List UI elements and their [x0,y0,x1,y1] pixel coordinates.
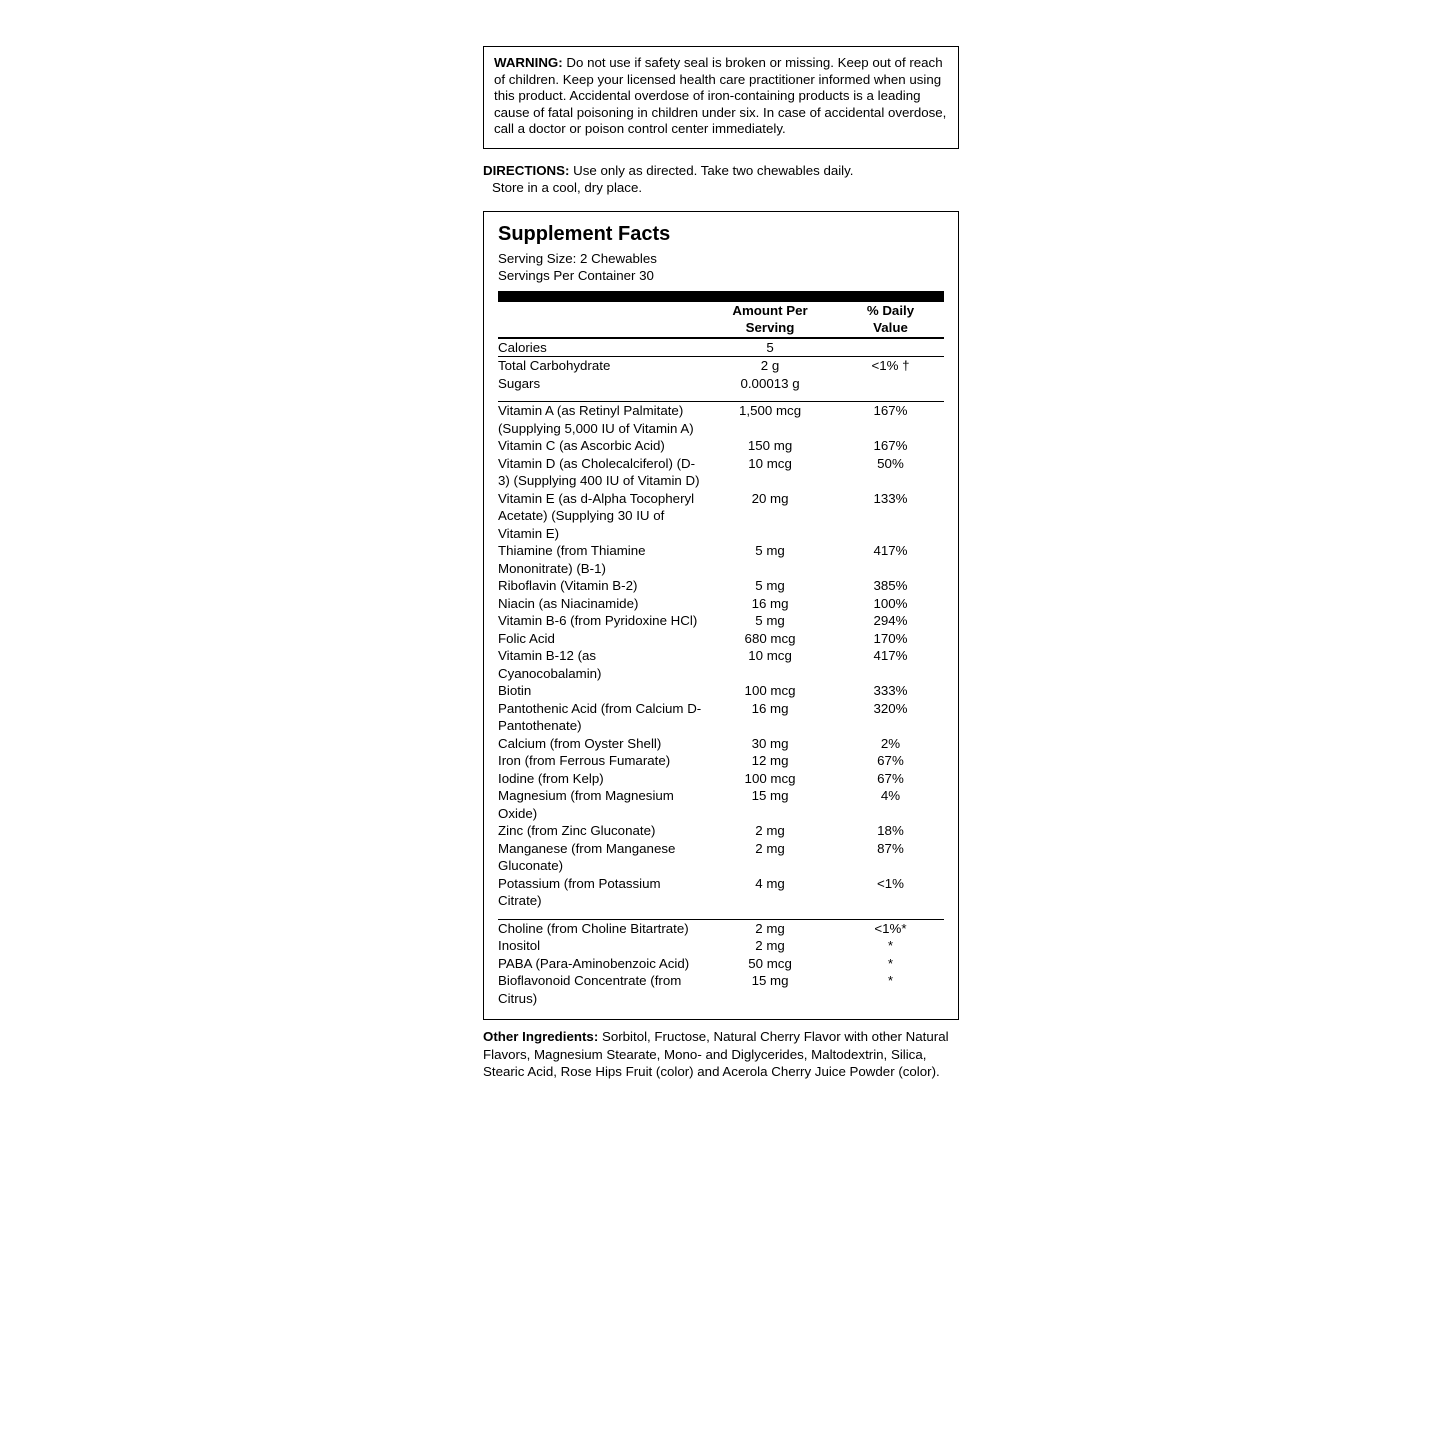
table-row [498,647,944,682]
row-nutrient-name: Vitamin C (as Ascorbic Acid) [498,438,665,454]
spacer-cell [703,910,837,920]
thick-rule [498,291,944,302]
table-row [498,577,944,595]
row-nutrient-name: Total Carbohydrate [498,357,703,375]
row-daily-value: 417% [873,543,908,559]
row-amount: 0.00013 g [740,375,800,391]
row-amount: 16 mg [751,700,789,716]
warning-paragraph [494,55,948,138]
table-row [498,822,944,840]
other-ingredients-block [483,1028,959,1081]
header-blank-cell [498,302,703,338]
row-daily-value: 417% [873,648,908,664]
table-row [498,542,944,577]
row-nutrient-name: Vitamin B-12 (as Cyanocobalamin) [498,648,602,681]
table-row [498,787,944,822]
row-amount: 15 mg [751,973,789,989]
servings-per-container: Servings Per Container 30 [498,268,654,284]
row-amount: 100 mcg [744,683,796,699]
row-amount: 15 mg [751,788,789,804]
row-nutrient-name: Thiamine (from Thiamine Mononitrate) (B-1) [498,543,646,576]
supplement-facts-panel [483,211,959,1021]
table-row [498,595,944,613]
row-daily-value: 385% [873,578,908,594]
spacer-cell [703,392,837,402]
row-amount: 20 mg [751,490,789,506]
serving-size: Serving Size: 2 Chewables [498,250,657,266]
row-amount: 12 mg [751,753,789,769]
row-amount: 5 mg [755,543,785,559]
table-row [498,630,944,648]
row-nutrient-name: Biotin [498,683,532,699]
spacer-cell [498,392,703,402]
row-amount: 680 mcg [744,630,796,646]
row-daily-value: 167% [873,438,908,454]
row-daily-value: 4% [880,788,901,804]
warning-label: WARNING: [494,55,563,70]
row-amount: 100 mcg [744,770,796,786]
row-nutrient-name: Folic Acid [498,630,555,646]
row-nutrient-name: Pantothenic Acid (from Calcium D-Pantothenate) [498,700,702,734]
table-row [498,402,944,438]
spacer-row [498,392,944,402]
spacer-row [498,910,944,920]
row-daily-value: 133% [873,490,908,506]
table-row [498,735,944,753]
row-daily-value: 320% [873,700,908,716]
row-amount: 1,500 mcg [703,402,837,438]
supplement-facts-title: Supplement Facts [498,222,671,245]
row-daily-value: <1% † [837,357,944,375]
row-daily-value [837,375,944,393]
table-row [498,455,944,490]
row-amount: 30 mg [751,735,789,751]
row-amount: 2 mg [755,938,785,954]
directions-block [483,162,959,197]
table-row [498,972,944,1007]
table-row [498,338,944,357]
row-daily-value: 167% [837,402,944,438]
table-row [498,752,944,770]
row-daily-value: * [887,955,894,971]
header-percent-daily-value: % Daily Value [866,302,915,336]
row-daily-value: 170% [873,630,908,646]
row-daily-value: 67% [877,770,904,786]
row-daily-value: 18% [877,823,904,839]
table-row [498,955,944,973]
row-nutrient-name: Magnesium (from Magnesium Oxide) [498,788,674,821]
spacer-cell [837,392,944,402]
row-daily-value: 67% [877,753,904,769]
row-nutrient-name: Sugars [498,375,541,391]
row-nutrient-name: Iodine (from Kelp) [498,770,604,786]
header-amount-per-serving: Amount Per Serving [732,302,808,336]
row-nutrient-name: Potassium (from Potassium Citrate) [498,875,661,909]
row-nutrient-name: Inositol [498,938,541,954]
table-row [498,937,944,955]
row-amount: 16 mg [751,595,789,611]
row-amount: 2 g [703,357,837,375]
other-ingredients-label: Other Ingredients: [483,1029,599,1045]
warning-box [483,46,959,149]
row-amount: 150 mg [747,438,793,454]
row-amount: 2 mg [755,840,785,856]
spacer-cell [498,910,703,920]
table-row [498,700,944,735]
row-nutrient-name: Bioflavonoid Concentrate (from Citrus) [498,973,682,1006]
row-daily-value: <1%* [837,919,944,937]
row-nutrient-name: PABA (Para-Aminobenzoic Acid) [498,955,690,971]
row-nutrient-name: Manganese (from Manganese Gluconate) [498,840,676,874]
supplement-facts-table [498,302,944,1008]
row-daily-value: 50% [877,455,904,471]
row-daily-value: * [887,973,894,989]
row-nutrient-name: Calcium (from Oyster Shell) [498,735,662,751]
directions-storage-text: Store in a cool, dry place. [492,180,643,196]
table-header-row [498,302,944,338]
row-nutrient-name: Zinc (from Zinc Gluconate) [498,823,656,839]
row-daily-value: 87% [877,840,904,856]
table-row [498,357,944,375]
row-nutrient-name: Niacin (as Niacinamide) [498,595,639,611]
row-daily-value: * [887,938,894,954]
directions-text: Use only as directed. Take two chewables daily. [569,162,854,178]
table-row [498,612,944,630]
row-amount: 5 [703,338,837,357]
row-daily-value: <1% [876,875,904,891]
table-row [498,437,944,455]
row-amount: 2 mg [755,823,785,839]
row-daily-value: 333% [873,683,908,699]
spacer-cell [837,910,944,920]
row-amount: 10 mcg [748,455,792,471]
table-row [498,490,944,543]
row-daily-value: 2% [880,735,901,751]
directions-label: DIRECTIONS: [483,162,570,178]
row-nutrient-name: Vitamin A (as Retinyl Palmitate) (Supplying 5,000 IU of Vitamin A) [498,402,703,438]
table-row [498,375,944,393]
row-nutrient-name: Riboflavin (Vitamin B-2) [498,578,638,594]
row-amount: 2 mg [703,919,837,937]
row-nutrient-name: Vitamin E (as d-Alpha Tocopheryl Acetate) (Supplying 30 IU of Vitamin E) [498,490,695,541]
warning-text: Do not use if safety seal is broken or missing. Keep out of reach of children. Keep your licensed health care practitioner informed when using this product. Accidental overdose of iron-containing products is a leading cause of fatal poisoning in children under six. In case of accidental overdose, call a doctor or poison control center immediately. [494,55,947,137]
row-amount: 4 mg [755,875,785,891]
table-row [498,770,944,788]
other-ingredients-text: Sorbitol, Fructose, Natural Cherry Flavor with other Natural Flavors, Magnesium Stearate, Mono- and Diglycerides, Maltodextrin, Silica, Stearic Acid, Rose Hips Fruit (color) and Acerola Cherry Juice Powder (color). [483,1029,949,1080]
row-amount: 5 mg [755,613,785,629]
row-nutrient-name: Choline (from Choline Bitartrate) [498,919,703,937]
row-nutrient-name: Iron (from Ferrous Fumarate) [498,753,671,769]
row-nutrient-name: Calories [498,338,703,357]
table-row [498,840,944,875]
label-page [483,46,963,1081]
table-row [498,919,944,937]
row-amount: 10 mcg [748,648,792,664]
row-amount: 5 mg [755,578,785,594]
row-nutrient-name: Vitamin B-6 (from Pyridoxine HCl) [498,613,698,629]
row-nutrient-name: Vitamin D (as Cholecalciferol) (D-3) (Supplying 400 IU of Vitamin D) [498,455,700,489]
row-daily-value: 294% [873,613,908,629]
row-amount: 50 mcg [748,955,792,971]
row-daily-value: 100% [873,595,908,611]
table-row [498,682,944,700]
row-daily-value [837,338,944,357]
table-row [498,875,944,910]
